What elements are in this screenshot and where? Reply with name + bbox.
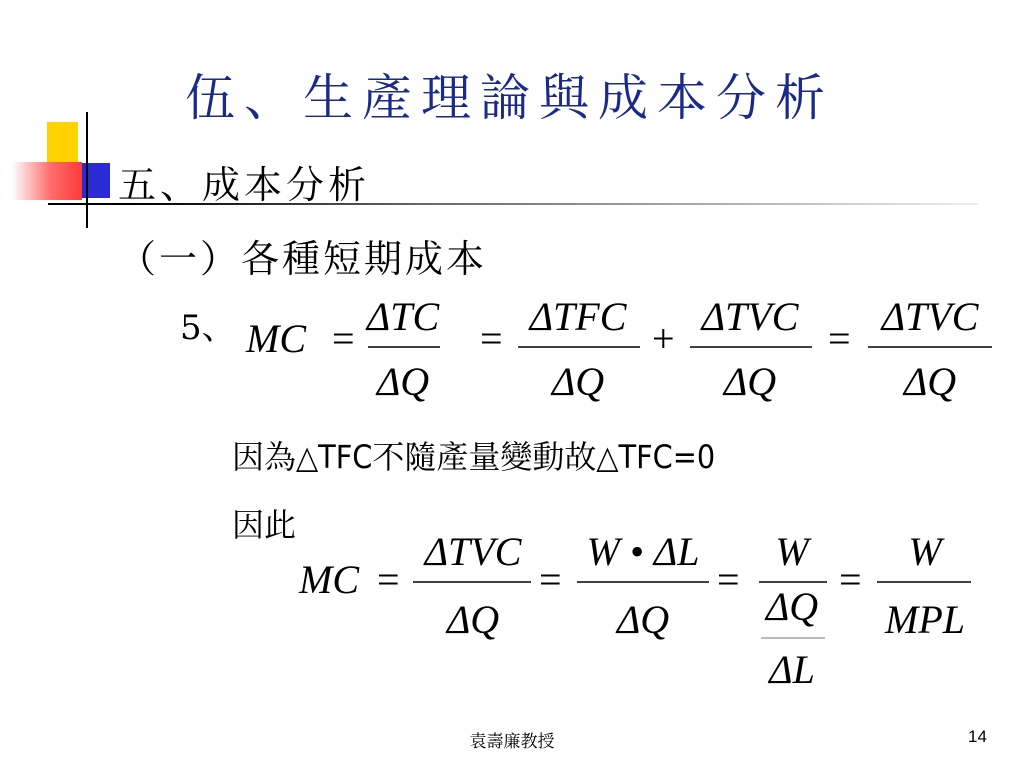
formula1-eq-3: =	[828, 316, 851, 361]
formula2-eq-1: =	[377, 557, 400, 602]
formula2-eq-3: =	[717, 557, 740, 602]
formula2-term4-num: W	[908, 529, 942, 574]
formula2-term3-den-den: ΔL	[769, 647, 815, 692]
formula1-term2-num: ΔTFC	[529, 294, 627, 339]
formula2-eq-4: =	[839, 557, 862, 602]
formula1-term1-num: ΔTC	[366, 294, 440, 339]
decor-red-square	[12, 162, 82, 200]
decor-vertical-line	[86, 112, 88, 228]
formula1-term3-num: ΔTVC	[701, 294, 799, 339]
formula2-term3-den-num: ΔQ	[765, 584, 819, 629]
slide-title: 伍、生產理論與成本分析	[185, 69, 834, 127]
formula2-lhs: MC	[299, 557, 359, 602]
formula2-term4-den: MPL	[885, 597, 965, 642]
formula2-term3-num: W	[775, 529, 809, 574]
formula2-eq-2: =	[539, 557, 562, 602]
formula1-term2-den: ΔQ	[551, 359, 605, 404]
formula2-term2-den: ΔQ	[616, 597, 670, 642]
formula1-term1-den: ΔQ	[376, 359, 430, 404]
therefore-text: 因此	[232, 506, 297, 544]
formula1-lhs: MC	[246, 316, 306, 361]
formula-mc-definition	[240, 290, 1010, 410]
formula2-term1-num: ΔTVC	[424, 529, 522, 574]
formula2-term1-den: ΔQ	[446, 597, 500, 642]
decor-blue-square	[78, 163, 110, 198]
formula2-term2-num: W • ΔL	[586, 529, 700, 574]
formula1-eq-2: =	[480, 316, 503, 361]
formula-mc-derivation	[295, 525, 985, 700]
formula1-eq-1: =	[332, 316, 355, 361]
note-text: 因為△TFC不隨產量變動故△TFC=0	[232, 438, 716, 476]
section-heading: 五、成本分析	[118, 163, 371, 207]
formula1-term3-den: ΔQ	[723, 359, 777, 404]
footer-author: 袁壽廉教授	[469, 732, 555, 751]
formula1-plus: +	[652, 316, 675, 361]
subsection-heading: （一）各種短期成本	[118, 237, 488, 281]
page-number: 14	[968, 727, 987, 746]
formula1-term4-num: ΔTVC	[881, 294, 979, 339]
formula1-term4-den: ΔQ	[903, 359, 957, 404]
item-number: 5、	[180, 308, 236, 348]
decor-yellow-square	[47, 122, 78, 162]
